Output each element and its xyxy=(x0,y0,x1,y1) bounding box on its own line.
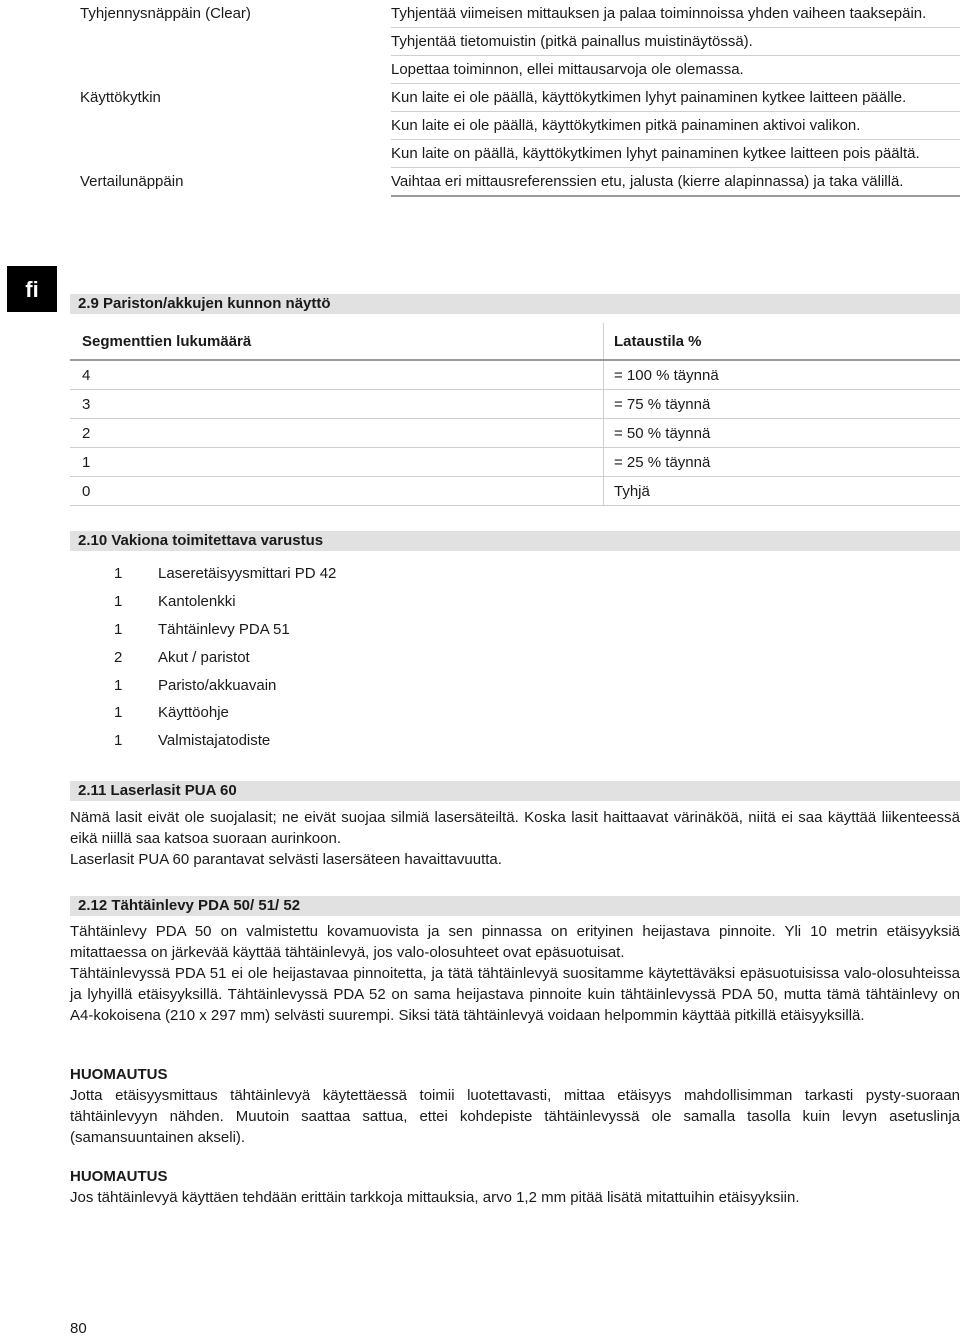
table-cell: 3 xyxy=(70,390,604,418)
item-name: Käyttöohje xyxy=(158,704,229,722)
table-cell: Tyhjä xyxy=(614,482,650,500)
key-line: Kun laite ei ole päällä, käyttökytkimen pitkä painaminen aktivoi valikon. xyxy=(391,112,960,140)
list-item xyxy=(70,588,570,616)
list-item xyxy=(70,671,570,699)
key-line: Tyhjentää viimeisen mittauksen ja palaa toiminnoissa yhden vaiheen taaksepäin. xyxy=(391,0,960,28)
item-name: Tähtäinlevy PDA 51 xyxy=(158,620,290,638)
note-title: HUOMAUTUS xyxy=(70,1066,168,1083)
item-quantity: 2 xyxy=(114,648,123,666)
table-cell: = 75 % täynnä xyxy=(614,395,711,413)
table-row xyxy=(70,419,960,448)
section-heading-battery: 2.9 Pariston/akkujen kunnon näyttö xyxy=(70,294,960,314)
table-cell: 2 xyxy=(70,419,604,447)
key-line: Lopettaa toiminnon, ellei mittausarvoja ole olemassa. xyxy=(391,56,960,84)
list-item xyxy=(70,616,570,644)
item-name: Kantolenkki xyxy=(158,593,236,611)
section-heading-target: 2.12 Tähtäinlevy PDA 50/ 51/ 52 xyxy=(70,896,960,916)
key-row-clear xyxy=(70,0,960,84)
key-line: Vaihtaa eri mittausreferenssien etu, jalusta (kierre alapinnassa) ja taka välillä. xyxy=(391,168,960,197)
table-header xyxy=(70,323,960,361)
item-name: Laseretäisyysmittari PD 42 xyxy=(158,565,337,583)
table-cell: = 50 % täynnä xyxy=(614,424,711,442)
list-item xyxy=(70,699,570,727)
paragraph: Tähtäinlevyssä PDA 51 ei ole heijastavaa pinnoitetta, ja tätä tähtäinlevyä suositamme käytettäväksi epäsuotuisissa valo-olosuhteissa ja lyhyillä etäisyyksillä. Tähtäinlevyssä PDA 52 on sama heijastava pinnoite kuin tähtäinlevyssä PDA 50, mutta tämä tähtäinlevy on A4-kokoisena (210 x 297 mm) selvästi suurempi. Siksi tätä tähtäinlevyä voidaan helpommin käyttää pitkillä etäisyyksillä. xyxy=(70,965,960,1024)
table-row xyxy=(70,448,960,477)
item-quantity: 1 xyxy=(114,565,123,583)
list-item xyxy=(70,643,570,671)
item-quantity: 1 xyxy=(114,620,123,638)
note-1 xyxy=(70,1064,960,1148)
note-2 xyxy=(70,1166,960,1208)
column-header: Lataustila % xyxy=(614,332,702,350)
item-name: Valmistajatodiste xyxy=(158,732,271,750)
table-cell: 0 xyxy=(70,477,604,505)
table-cell: 1 xyxy=(70,448,604,476)
keys-table xyxy=(70,0,960,197)
note-text: Jos tähtäinlevyä käyttäen tehdään erittäin tarkkoja mittauksia, arvo 1,2 mm pitää lisätä mitattuihin etäisyyksiin. xyxy=(70,1189,800,1206)
glasses-text xyxy=(70,807,960,870)
target-text xyxy=(70,921,960,1026)
list-item xyxy=(70,560,570,588)
table-cell: = 25 % täynnä xyxy=(614,453,711,471)
item-quantity: 1 xyxy=(114,732,123,750)
table-cell: 4 xyxy=(70,361,604,389)
key-name: Käyttökytkin xyxy=(80,89,161,106)
item-quantity: 1 xyxy=(114,593,123,611)
table-cell: = 100 % täynnä xyxy=(614,366,719,384)
key-row-power xyxy=(70,84,960,168)
key-line: Tyhjentää tietomuistin (pitkä painallus muistinäytössä). xyxy=(391,28,960,56)
table-row xyxy=(70,390,960,419)
key-name: Vertailunäppäin xyxy=(80,173,184,190)
key-description xyxy=(391,84,960,168)
section-heading-glasses: 2.11 Laserlasit PUA 60 xyxy=(70,781,960,801)
key-description xyxy=(391,168,960,197)
language-tab: fi xyxy=(7,266,57,312)
item-quantity: 1 xyxy=(114,676,123,694)
table-row xyxy=(70,477,960,506)
battery-table xyxy=(70,323,960,506)
page-number: 80 xyxy=(70,1320,87,1337)
key-line: Kun laite ei ole päällä, käyttökytkimen lyhyt painaminen kytkee laitteen päälle. xyxy=(391,84,960,112)
column-header: Segmenttien lukumäärä xyxy=(70,323,604,359)
standard-equipment-list xyxy=(70,560,570,755)
item-quantity: 1 xyxy=(114,704,123,722)
paragraph: Laserlasit PUA 60 parantavat selvästi lasersäteen havaittavuutta. xyxy=(70,851,502,868)
key-name: Tyhjennysnäppäin (Clear) xyxy=(80,5,251,22)
list-item xyxy=(70,727,570,755)
paragraph: Nämä lasit eivät ole suojalasit; ne eivät suojaa silmiä lasersäteiltä. Koska lasit haittaavat värinäköä, niitä ei saa käyttää liikenteessä eikä niillä saa katsoa suoraan aurinkoon. xyxy=(70,809,960,847)
paragraph: Tähtäinlevy PDA 50 on valmistettu kovamuovista ja sen pinnassa on erityinen heijastava pinnoite. Yli 10 metrin etäisyyksiä mitattaessa on järkevää käyttää tähtäinlevyä, jos valo-olosuhteet ovat epäsuotuisat. xyxy=(70,923,960,961)
item-name: Paristo/akkuavain xyxy=(158,676,277,694)
key-description xyxy=(391,0,960,84)
key-line: Kun laite on päällä, käyttökytkimen lyhyt painaminen kytkee laitteen pois päältä. xyxy=(391,140,960,168)
key-row-reference xyxy=(70,168,960,197)
item-name: Akut / paristot xyxy=(158,648,250,666)
note-title: HUOMAUTUS xyxy=(70,1168,168,1185)
note-text: Jotta etäisyysmittaus tähtäinlevyä käytettäessä toimii luotettavasti, mittaa etäisyys mahdollisimman tarkasti pysty-suoraan tähtäinlevyyn nähden. Muutoin saattaa sattua, ettei kohdepiste tähtäinlevyssä ole samalla tasolla kuin levyn asetuslinja (samansuuntainen akseli). xyxy=(70,1087,960,1146)
section-heading-standard: 2.10 Vakiona toimitettava varustus xyxy=(70,531,960,551)
table-row xyxy=(70,361,960,390)
